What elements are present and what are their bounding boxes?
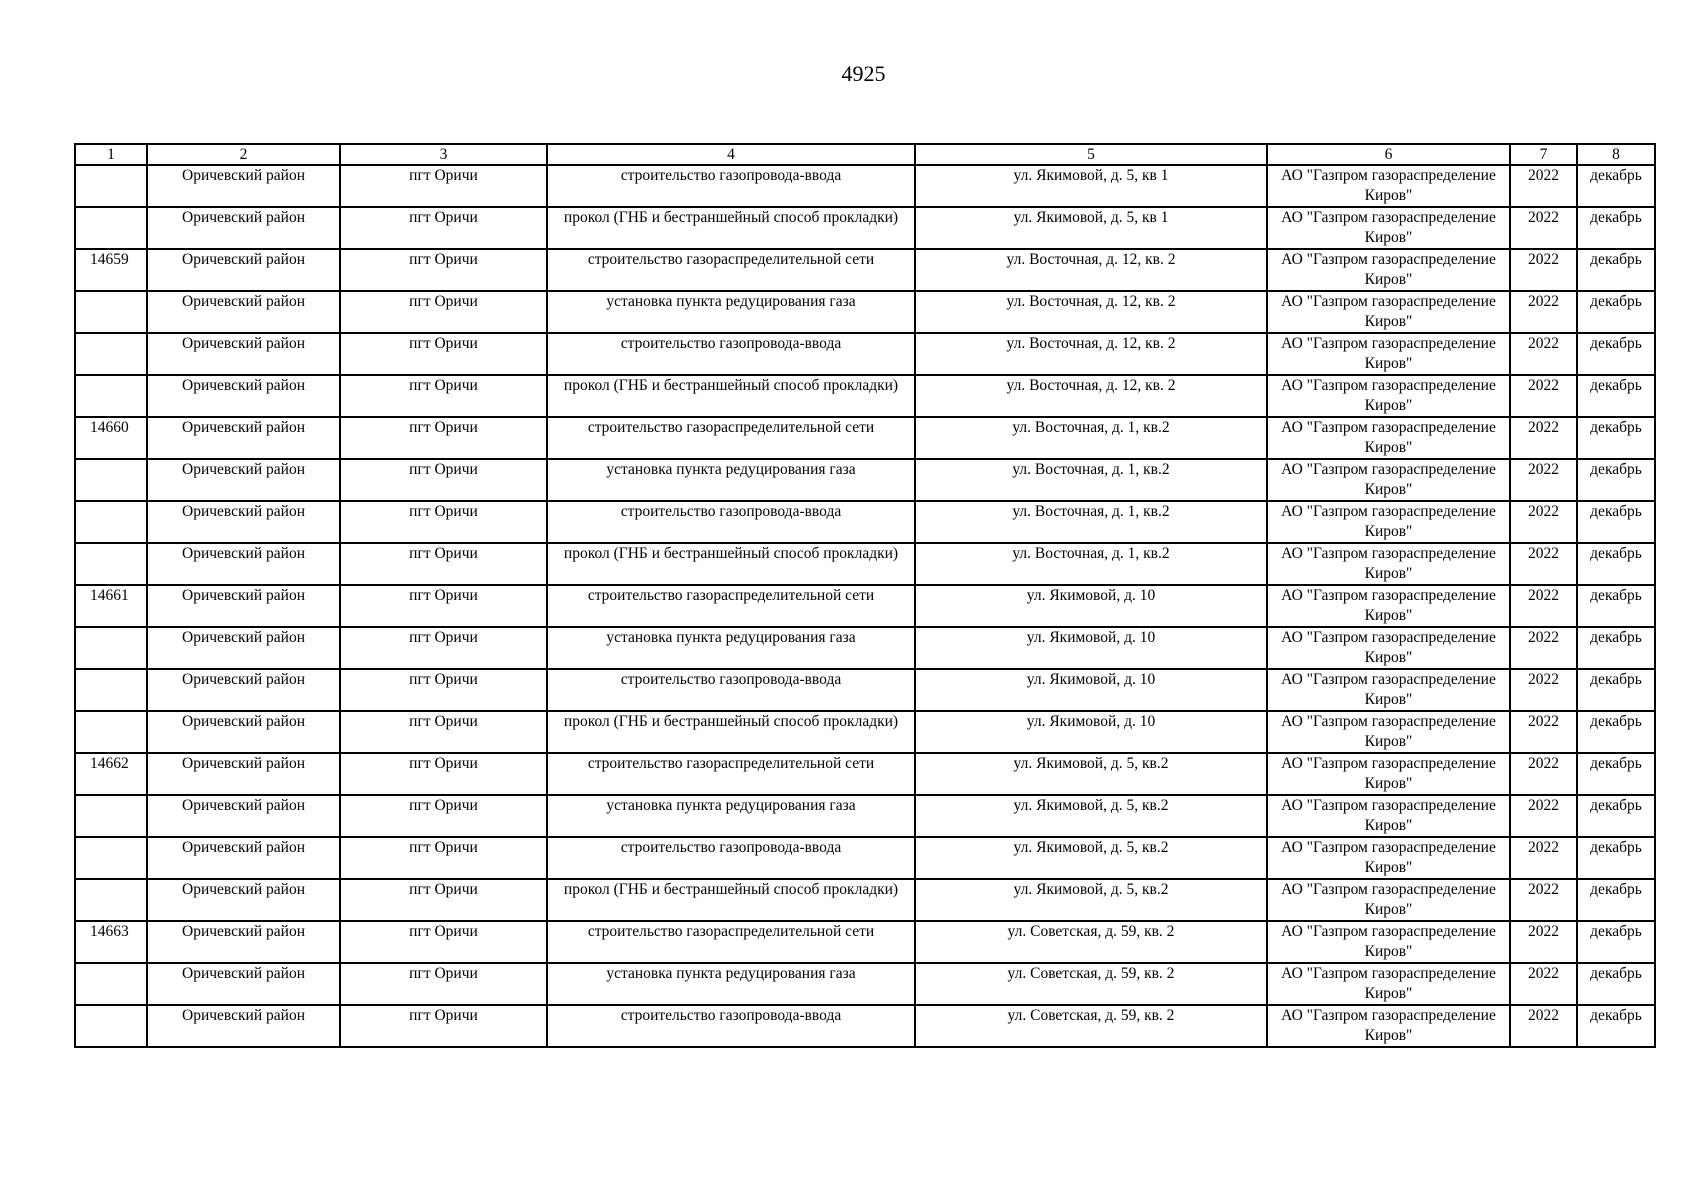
column-header: 8 — [1577, 144, 1655, 165]
cell-district: Оричевский район — [147, 165, 340, 207]
cell-district: Оричевский район — [147, 1005, 340, 1047]
cell-work-type: прокол (ГНБ и бестраншейный способ прокладки) — [547, 375, 915, 417]
cell-work-type: строительство газопровода-ввода — [547, 501, 915, 543]
cell-settlement: пгт Оричи — [340, 669, 547, 711]
cell-address: ул. Восточная, д. 1, кв.2 — [915, 459, 1267, 501]
table-row — [75, 417, 1655, 459]
cell-settlement: пгт Оричи — [340, 837, 547, 879]
cell-year: 2022 — [1510, 963, 1577, 1005]
table-row — [75, 753, 1655, 795]
table-row — [75, 375, 1655, 417]
cell-district: Оричевский район — [147, 501, 340, 543]
table-row — [75, 207, 1655, 249]
cell-settlement: пгт Оричи — [340, 291, 547, 333]
table-row — [75, 627, 1655, 669]
table-body — [75, 144, 1655, 1047]
cell-settlement: пгт Оричи — [340, 333, 547, 375]
cell-work-type: строительство газораспределительной сети — [547, 921, 915, 963]
cell-district: Оричевский район — [147, 585, 340, 627]
cell-settlement: пгт Оричи — [340, 753, 547, 795]
cell-address: ул. Якимовой, д. 5, кв.2 — [915, 879, 1267, 921]
cell-number — [75, 207, 147, 249]
cell-month: декабрь — [1577, 921, 1655, 963]
cell-district: Оричевский район — [147, 669, 340, 711]
cell-organization: АО "Газпром газораспределение Киров" — [1267, 375, 1510, 417]
cell-district: Оричевский район — [147, 333, 340, 375]
table-row — [75, 501, 1655, 543]
cell-settlement: пгт Оричи — [340, 963, 547, 1005]
cell-organization: АО "Газпром газораспределение Киров" — [1267, 711, 1510, 753]
cell-district: Оричевский район — [147, 963, 340, 1005]
cell-settlement: пгт Оричи — [340, 795, 547, 837]
cell-number: 14662 — [75, 753, 147, 795]
cell-work-type: установка пункта редуцирования газа — [547, 963, 915, 1005]
cell-work-type: установка пункта редуцирования газа — [547, 291, 915, 333]
cell-district: Оричевский район — [147, 837, 340, 879]
cell-organization: АО "Газпром газораспределение Киров" — [1267, 333, 1510, 375]
cell-organization: АО "Газпром газораспределение Киров" — [1267, 921, 1510, 963]
cell-address: ул. Восточная, д. 12, кв. 2 — [915, 375, 1267, 417]
cell-work-type: строительство газопровода-ввода — [547, 333, 915, 375]
column-header: 6 — [1267, 144, 1510, 165]
cell-month: декабрь — [1577, 459, 1655, 501]
cell-district: Оричевский район — [147, 207, 340, 249]
cell-month: декабрь — [1577, 501, 1655, 543]
cell-number: 14661 — [75, 585, 147, 627]
cell-number — [75, 879, 147, 921]
cell-number — [75, 375, 147, 417]
cell-year: 2022 — [1510, 207, 1577, 249]
table-row — [75, 837, 1655, 879]
cell-address: ул. Восточная, д. 12, кв. 2 — [915, 333, 1267, 375]
cell-settlement: пгт Оричи — [340, 417, 547, 459]
cell-work-type: прокол (ГНБ и бестраншейный способ прокладки) — [547, 879, 915, 921]
cell-address: ул. Якимовой, д. 5, кв.2 — [915, 795, 1267, 837]
column-header: 4 — [547, 144, 915, 165]
cell-month: декабрь — [1577, 879, 1655, 921]
cell-settlement: пгт Оричи — [340, 585, 547, 627]
table-row — [75, 165, 1655, 207]
cell-year: 2022 — [1510, 837, 1577, 879]
cell-organization: АО "Газпром газораспределение Киров" — [1267, 1005, 1510, 1047]
column-header: 3 — [340, 144, 547, 165]
cell-organization: АО "Газпром газораспределение Киров" — [1267, 795, 1510, 837]
cell-settlement: пгт Оричи — [340, 375, 547, 417]
cell-work-type: прокол (ГНБ и бестраншейный способ прокладки) — [547, 543, 915, 585]
cell-year: 2022 — [1510, 627, 1577, 669]
table-row — [75, 963, 1655, 1005]
cell-work-type: строительство газопровода-ввода — [547, 669, 915, 711]
cell-organization: АО "Газпром газораспределение Киров" — [1267, 753, 1510, 795]
cell-work-type: установка пункта редуцирования газа — [547, 459, 915, 501]
cell-year: 2022 — [1510, 711, 1577, 753]
cell-year: 2022 — [1510, 459, 1577, 501]
cell-organization: АО "Газпром газораспределение Киров" — [1267, 669, 1510, 711]
cell-month: декабрь — [1577, 963, 1655, 1005]
cell-work-type: строительство газопровода-ввода — [547, 1005, 915, 1047]
cell-settlement: пгт Оричи — [340, 921, 547, 963]
cell-address: ул. Восточная, д. 12, кв. 2 — [915, 291, 1267, 333]
cell-address: ул. Якимовой, д. 10 — [915, 711, 1267, 753]
cell-organization: АО "Газпром газораспределение Киров" — [1267, 291, 1510, 333]
table-row — [75, 291, 1655, 333]
cell-number — [75, 669, 147, 711]
cell-organization: АО "Газпром газораспределение Киров" — [1267, 837, 1510, 879]
cell-district: Оричевский район — [147, 711, 340, 753]
cell-district: Оричевский район — [147, 627, 340, 669]
cell-settlement: пгт Оричи — [340, 627, 547, 669]
table-row — [75, 711, 1655, 753]
table-row — [75, 333, 1655, 375]
cell-year: 2022 — [1510, 879, 1577, 921]
cell-settlement: пгт Оричи — [340, 543, 547, 585]
cell-organization: АО "Газпром газораспределение Киров" — [1267, 501, 1510, 543]
cell-address: ул. Якимовой, д. 10 — [915, 627, 1267, 669]
cell-month: декабрь — [1577, 1005, 1655, 1047]
table-row — [75, 795, 1655, 837]
cell-month: декабрь — [1577, 543, 1655, 585]
cell-number — [75, 333, 147, 375]
cell-work-type: установка пункта редуцирования газа — [547, 795, 915, 837]
cell-district: Оричевский район — [147, 291, 340, 333]
cell-month: декабрь — [1577, 165, 1655, 207]
cell-settlement: пгт Оричи — [340, 249, 547, 291]
cell-district: Оричевский район — [147, 459, 340, 501]
cell-organization: АО "Газпром газораспределение Киров" — [1267, 207, 1510, 249]
cell-work-type: строительство газораспределительной сети — [547, 585, 915, 627]
cell-work-type: строительство газораспределительной сети — [547, 249, 915, 291]
cell-work-type: установка пункта редуцирования газа — [547, 627, 915, 669]
cell-number — [75, 963, 147, 1005]
cell-district: Оричевский район — [147, 249, 340, 291]
table-header-row — [75, 144, 1655, 165]
cell-month: декабрь — [1577, 795, 1655, 837]
cell-number — [75, 837, 147, 879]
column-header: 2 — [147, 144, 340, 165]
cell-month: декабрь — [1577, 249, 1655, 291]
cell-settlement: пгт Оричи — [340, 879, 547, 921]
cell-month: декабрь — [1577, 207, 1655, 249]
column-header: 1 — [75, 144, 147, 165]
table-row — [75, 879, 1655, 921]
cell-address: ул. Советская, д. 59, кв. 2 — [915, 921, 1267, 963]
cell-address: ул. Советская, д. 59, кв. 2 — [915, 1005, 1267, 1047]
cell-work-type: строительство газопровода-ввода — [547, 837, 915, 879]
cell-settlement: пгт Оричи — [340, 501, 547, 543]
cell-settlement: пгт Оричи — [340, 165, 547, 207]
cell-number: 14663 — [75, 921, 147, 963]
cell-year: 2022 — [1510, 333, 1577, 375]
cell-year: 2022 — [1510, 795, 1577, 837]
cell-number: 14660 — [75, 417, 147, 459]
cell-organization: АО "Газпром газораспределение Киров" — [1267, 249, 1510, 291]
cell-month: декабрь — [1577, 585, 1655, 627]
cell-number — [75, 627, 147, 669]
cell-district: Оричевский район — [147, 375, 340, 417]
cell-organization: АО "Газпром газораспределение Киров" — [1267, 543, 1510, 585]
cell-address: ул. Якимовой, д. 5, кв.2 — [915, 837, 1267, 879]
cell-organization: АО "Газпром газораспределение Киров" — [1267, 585, 1510, 627]
table-row — [75, 585, 1655, 627]
cell-address: ул. Якимовой, д. 10 — [915, 585, 1267, 627]
cell-year: 2022 — [1510, 165, 1577, 207]
cell-number — [75, 291, 147, 333]
cell-month: декабрь — [1577, 291, 1655, 333]
cell-district: Оричевский район — [147, 753, 340, 795]
column-header: 5 — [915, 144, 1267, 165]
page-number: 4925 — [841, 61, 886, 86]
cell-address: ул. Восточная, д. 12, кв. 2 — [915, 249, 1267, 291]
cell-settlement: пгт Оричи — [340, 1005, 547, 1047]
cell-month: декабрь — [1577, 627, 1655, 669]
cell-district: Оричевский район — [147, 879, 340, 921]
cell-organization: АО "Газпром газораспределение Киров" — [1267, 879, 1510, 921]
cell-address: ул. Советская, д. 59, кв. 2 — [915, 963, 1267, 1005]
cell-month: декабрь — [1577, 753, 1655, 795]
cell-year: 2022 — [1510, 1005, 1577, 1047]
cell-year: 2022 — [1510, 585, 1577, 627]
table-row — [75, 459, 1655, 501]
cell-organization: АО "Газпром газораспределение Киров" — [1267, 165, 1510, 207]
cell-work-type: прокол (ГНБ и бестраншейный способ прокладки) — [547, 207, 915, 249]
cell-number — [75, 501, 147, 543]
table-row — [75, 1005, 1655, 1047]
cell-number — [75, 459, 147, 501]
table-row — [75, 669, 1655, 711]
table-row — [75, 921, 1655, 963]
cell-month: декабрь — [1577, 669, 1655, 711]
cell-organization: АО "Газпром газораспределение Киров" — [1267, 963, 1510, 1005]
cell-address: ул. Якимовой, д. 5, кв 1 — [915, 165, 1267, 207]
cell-organization: АО "Газпром газораспределение Киров" — [1267, 417, 1510, 459]
cell-address: ул. Якимовой, д. 5, кв.2 — [915, 753, 1267, 795]
cell-number: 14659 — [75, 249, 147, 291]
cell-address: ул. Восточная, д. 1, кв.2 — [915, 543, 1267, 585]
cell-work-type: прокол (ГНБ и бестраншейный способ прокладки) — [547, 711, 915, 753]
cell-year: 2022 — [1510, 921, 1577, 963]
cell-settlement: пгт Оричи — [340, 459, 547, 501]
cell-year: 2022 — [1510, 417, 1577, 459]
cell-work-type: строительство газораспределительной сети — [547, 753, 915, 795]
cell-number — [75, 711, 147, 753]
cell-year: 2022 — [1510, 291, 1577, 333]
cell-year: 2022 — [1510, 249, 1577, 291]
cell-year: 2022 — [1510, 753, 1577, 795]
cell-district: Оричевский район — [147, 795, 340, 837]
cell-district: Оричевский район — [147, 543, 340, 585]
cell-district: Оричевский район — [147, 417, 340, 459]
cell-year: 2022 — [1510, 543, 1577, 585]
cell-address: ул. Восточная, д. 1, кв.2 — [915, 501, 1267, 543]
cell-year: 2022 — [1510, 501, 1577, 543]
cell-month: декабрь — [1577, 837, 1655, 879]
cell-settlement: пгт Оричи — [340, 207, 547, 249]
cell-organization: АО "Газпром газораспределение Киров" — [1267, 627, 1510, 669]
column-header: 7 — [1510, 144, 1577, 165]
cell-number — [75, 165, 147, 207]
cell-month: декабрь — [1577, 375, 1655, 417]
cell-number — [75, 1005, 147, 1047]
cell-number — [75, 795, 147, 837]
table-row — [75, 249, 1655, 291]
cell-work-type: строительство газопровода-ввода — [547, 165, 915, 207]
cell-month: декабрь — [1577, 417, 1655, 459]
data-table — [74, 143, 1656, 1048]
cell-settlement: пгт Оричи — [340, 711, 547, 753]
cell-address: ул. Восточная, д. 1, кв.2 — [915, 417, 1267, 459]
cell-month: декабрь — [1577, 333, 1655, 375]
cell-work-type: строительство газораспределительной сети — [547, 417, 915, 459]
cell-organization: АО "Газпром газораспределение Киров" — [1267, 459, 1510, 501]
cell-month: декабрь — [1577, 711, 1655, 753]
cell-district: Оричевский район — [147, 921, 340, 963]
cell-year: 2022 — [1510, 375, 1577, 417]
cell-address: ул. Якимовой, д. 10 — [915, 669, 1267, 711]
cell-address: ул. Якимовой, д. 5, кв 1 — [915, 207, 1267, 249]
table-row — [75, 543, 1655, 585]
cell-year: 2022 — [1510, 669, 1577, 711]
cell-number — [75, 543, 147, 585]
